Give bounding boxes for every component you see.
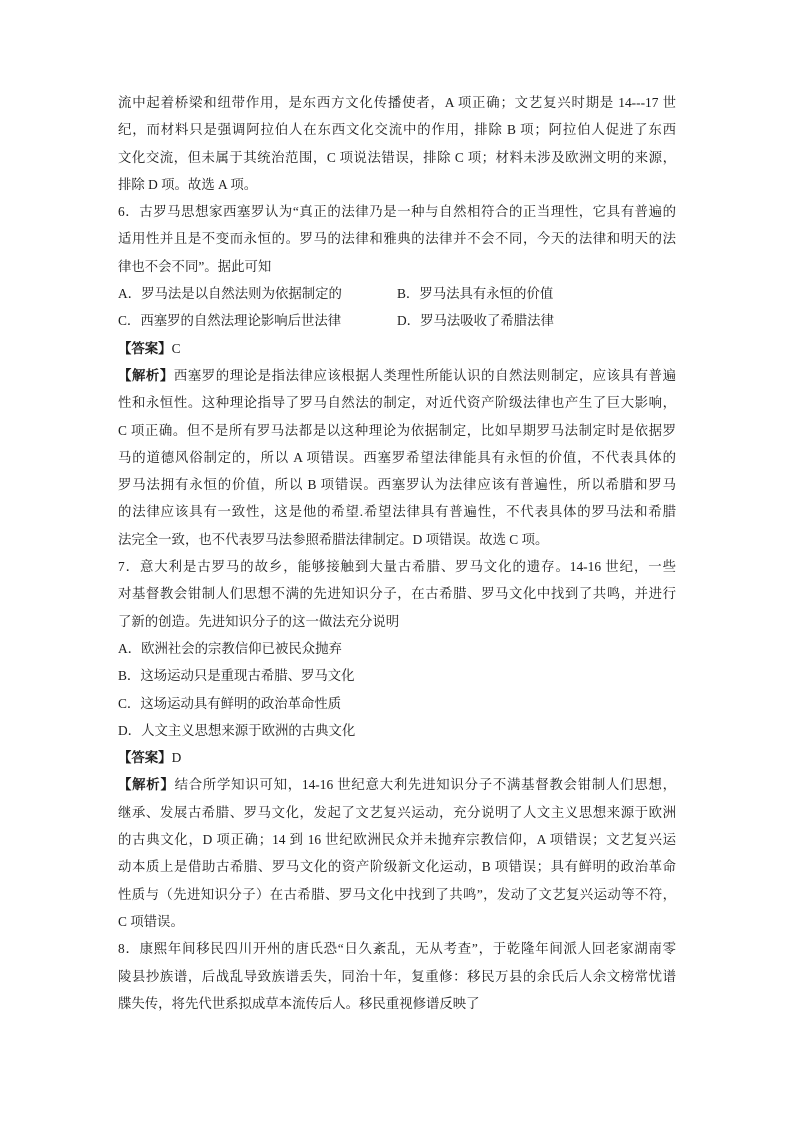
option-text: 罗马法吸收了希腊法律 bbox=[420, 313, 554, 329]
question-stem-line: 律也不会不同”。据此可知 bbox=[118, 258, 272, 274]
analysis-line: C 项正确。但不是所有罗马法都是以这种理论为依据制定，比如早期罗马法制定时是依据罗 bbox=[118, 422, 676, 438]
answer-value: D bbox=[171, 750, 182, 766]
question-stem-text: 康熙年间移民四川开州的唐氏恐“日久紊乱，无从考查”，于乾隆年间派人回老家湖南零 bbox=[139, 941, 676, 957]
question-stem-line bbox=[118, 553, 676, 580]
question-stem-line bbox=[118, 935, 676, 962]
analysis-line: 文化交流，但未属于其统治范围，C 项说法错误，排除 C 项；材料未涉及欧洲文明的来源， bbox=[118, 149, 676, 165]
option-row bbox=[118, 307, 676, 334]
question-stem-line: 对基督教会钳制人们思想不满的先进知识分子，在古希腊、罗马文化中找到了共鸣，并进行 bbox=[118, 586, 676, 602]
option-letter: D． bbox=[397, 313, 421, 329]
option-a bbox=[118, 280, 397, 307]
analysis-line: 罗马法拥有永恒的价值，所以 B 项错误。西塞罗认为法律应该有普遍性，所以希腊和罗马 bbox=[118, 477, 676, 493]
option-letter: B． bbox=[118, 668, 141, 684]
option-text: 人文主义思想来源于欧洲的古典文化 bbox=[141, 722, 356, 738]
analysis-line: 纪，而材料只是强调阿拉伯人在东西文化交流中的作用，排除 B 项；阿拉伯人促进了东西 bbox=[118, 122, 676, 138]
option-a bbox=[118, 635, 676, 662]
option-letter: A． bbox=[118, 286, 142, 302]
analysis-label: 【解析】 bbox=[118, 777, 175, 793]
question-8 bbox=[118, 935, 676, 1017]
option-text: 罗马法具有永恒的价值 bbox=[419, 286, 554, 302]
answer-label: 【答案】 bbox=[118, 750, 172, 766]
answer-value: C bbox=[171, 340, 181, 356]
option-d bbox=[118, 717, 676, 744]
option-text: 这场运动只是重现古希腊、罗马文化 bbox=[140, 668, 355, 684]
analysis-line bbox=[118, 771, 676, 798]
analysis-text: 结合所学知识可知，14-16 世纪意大利先进知识分子不满基督教会钳制人们思想， bbox=[174, 777, 677, 793]
question-stem-line bbox=[118, 198, 676, 225]
question-stem-line: 了新的创造。先进知识分子的这一做法充分说明 bbox=[118, 613, 400, 629]
previous-question-analysis bbox=[118, 89, 676, 198]
option-c bbox=[118, 690, 676, 717]
option-text: 西塞罗的自然法理论影响后世法律 bbox=[140, 313, 342, 329]
answer-line bbox=[118, 335, 676, 362]
analysis-line: 性质与（先进知识分子）在古希腊、罗马文化中找到了共鸣”，发动了文艺复兴运动等不符， bbox=[118, 886, 676, 902]
option-letter: A． bbox=[118, 640, 142, 656]
analysis-line: 性和永恒性。这种理论指导了罗马自然法的制定，对近代资产阶级法律也产生了巨大影响， bbox=[118, 395, 676, 411]
analysis-label: 【解析】 bbox=[118, 367, 174, 383]
question-number: 7． bbox=[118, 559, 140, 575]
question-stem-text: 古罗马思想家西塞罗认为“真正的法律乃是一种与自然相符合的正当理性，它具有普遍的 bbox=[139, 204, 676, 220]
analysis-text: 西塞罗的理论是指法律应该根据人类理性所能认识的自然法则制定，应该具有普遍 bbox=[173, 367, 676, 383]
analysis-line: 动本质上是借助古希腊、罗马文化的资产阶级新文化运动，B 项错误；具有鲜明的政治革命 bbox=[118, 859, 676, 875]
option-letter: D． bbox=[118, 722, 142, 738]
question-6 bbox=[118, 198, 676, 553]
analysis-line bbox=[118, 362, 676, 389]
option-text: 这场运动具有鲜明的政治革命性质 bbox=[140, 695, 342, 711]
analysis-line: 的古典文化，D 项正确；14 到 16 世纪欧洲民众并未抛弃宗教信仰，A 项错误；文艺复兴运 bbox=[118, 832, 676, 848]
option-text: 欧洲社会的宗教信仰已被民众抛弃 bbox=[141, 640, 342, 656]
analysis-line: 排除 D 项。故选 A 项。 bbox=[118, 176, 258, 192]
option-c bbox=[118, 307, 397, 334]
analysis-line: C 项错误。 bbox=[118, 913, 184, 929]
question-stem-line: 陵县抄族谱，后战乱导致族谱丢失，同治十年，复重修：移民万县的余氏后人余文榜常忧谱 bbox=[118, 968, 676, 984]
option-letter: B． bbox=[397, 286, 420, 302]
question-stem-line: 适用性并且是不变而永恒的。罗马的法律和雅典的法律并不会不同，今天的法律和明天的法 bbox=[118, 231, 676, 247]
answer-label: 【答案】 bbox=[118, 340, 172, 356]
option-b bbox=[118, 662, 676, 689]
analysis-line: 流中起着桥梁和纽带作用，是东西方文化传播使者，A 项正确；文艺复兴时期是 14---17 世 bbox=[118, 95, 676, 110]
question-stem-line: 牒失传，将先代世系拟成草本流传后人。移民重视修谱反映了 bbox=[118, 995, 480, 1011]
option-letter: C． bbox=[118, 695, 141, 711]
option-text: 罗马法是以自然法则为依据制定的 bbox=[141, 286, 342, 302]
question-7 bbox=[118, 553, 676, 935]
question-number: 8． bbox=[118, 941, 140, 957]
option-row bbox=[118, 280, 676, 307]
page-content bbox=[118, 89, 676, 1017]
analysis-line: 的法律应该具有一致性，这是他的希望.希望法律具有普遍性，不代表具体的罗马法和希腊 bbox=[118, 504, 676, 520]
analysis-line: 继承、发展古希腊、罗马文化，发起了文艺复兴运动，充分说明了人文主义思想来源于欧洲 bbox=[118, 804, 676, 820]
analysis-line: 马的道德风俗制定的，所以 A 项错误。西塞罗希望法律能具有永恒的价值，不代表具体的 bbox=[118, 449, 676, 465]
option-b bbox=[397, 280, 676, 307]
answer-line bbox=[118, 744, 676, 771]
option-d bbox=[397, 307, 676, 334]
option-letter: C． bbox=[118, 313, 141, 329]
analysis-line: 法完全一致，也不代表罗马法参照希腊法律制定。D 项错误。故选 C 项。 bbox=[118, 531, 549, 547]
question-stem-text: 意大利是古罗马的故乡，能够接触到大量古希腊、罗马文化的遗存。14-16 世纪，一些 bbox=[139, 559, 676, 575]
question-number: 6． bbox=[118, 204, 140, 220]
